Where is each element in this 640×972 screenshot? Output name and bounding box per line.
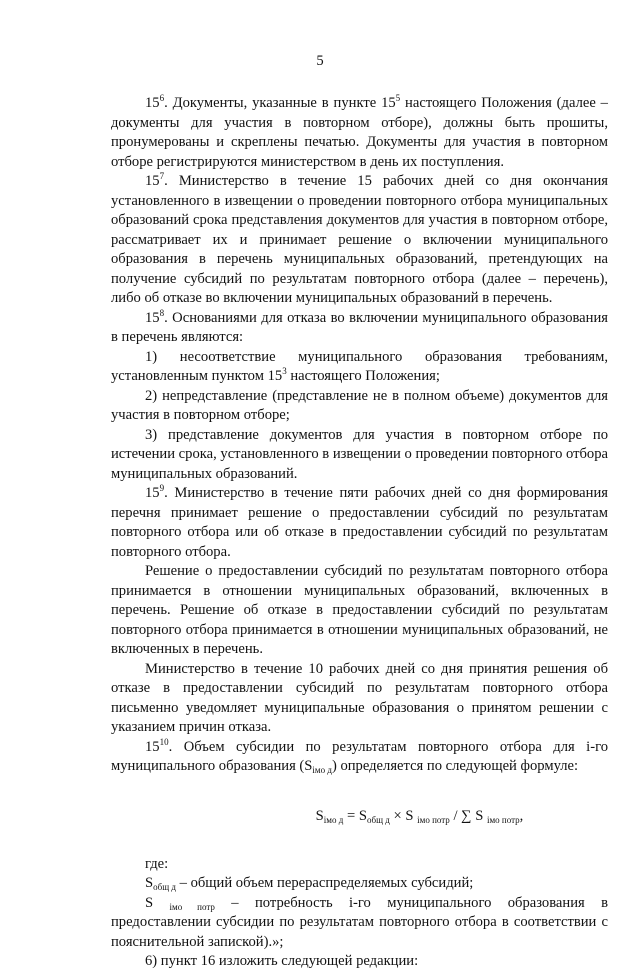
list-item-3: 3) представление документов для участия в повторном отборе по истечении срока, установленного в извещении о проведении повторного отбора муниципальных образований. bbox=[111, 426, 608, 482]
list-item-1: 1) несоответствие муниципального образования требованиям, установленным пунктом $15^3$ настоящего Положения; bbox=[111, 348, 608, 384]
definition-total: $S_{общ д}$ – общий объем перераспределяемых субсидий; bbox=[145, 875, 474, 892]
definition-need: S $_{iмо потр}$ – потребность i-го муниципального образования в предоставлении субсидии по результатам повторного отбора в соответствии с пояснительной запиской).»; bbox=[111, 894, 608, 950]
paragraph-15-10: $15^{10}$. Объем субсидии по результатам повторного отбора для i-го муниципального образования $(S_{iмо д})$ определяется по следующей формуле: bbox=[111, 736, 608, 775]
paragraph-decision: Решение о предоставлении субсидий по результатам повторного отбора принимается в отношении муниципальных образований, включенных в перечень. Решение об отказе в предоставлении субсидий по результатам повторного отбора принимается в отношении муниципальных образований, не включенных в перечень. bbox=[111, 563, 608, 657]
where-label: где: bbox=[145, 855, 169, 872]
paragraph-15-8: $15^8$. Основаниями для отказа во включении муниципального образования в перечень являются: bbox=[111, 307, 608, 345]
list-item-2: 2) непредставление (представление не в полном объеме) документов для участия в повторном отборе; bbox=[111, 387, 608, 423]
paragraph-15-9: $15^9$. Министерство в течение пяти рабочих дней со дня формирования перечня принимает решение о предоставлении субсидий по результатам повторного отбора или об отказе в предоставлении субсидий по результатам повторного отбора. bbox=[111, 483, 608, 560]
subsidy-formula: $S_{iмо д} = S_{общ д} \times S$ $_{iмо потр}$ / ∑ S $_{iмо потр}$, bbox=[315, 807, 524, 825]
page-number: 5 bbox=[316, 53, 324, 69]
paragraph-15-7: $15^7$. Министерство в течение 15 рабочих дней со дня окончания установленного в извещении о проведении повторного отбора муниципальных образований срока представления документов для участия в повторном отборе, рассматривает их и принимает решение о включении муниципального образования в перечень муниципальных образований, претендующих на получение субсидий по результатам повторного отбора (далее – перечень), либо об отказе во включении муниципальных образований в перечень. bbox=[111, 171, 608, 306]
paragraph-15-6: $15^6$. Документы, указанные в пункте $15^5$ настоящего Положения (далее – документы для участия в повторном отборе), должны быть прошиты, пронумерованы и скреплены печатью. Документы для участия в повторном отборе регистрируются министерством в день их поступления. bbox=[111, 93, 608, 170]
document-body bbox=[111, 94, 608, 972]
paragraph-item-6: 6) пункт 16 изложить следующей редакции: bbox=[145, 953, 419, 969]
paragraph-notification: Министерство в течение 10 рабочих дней со дня принятия решения об отказе в предоставлении субсидий по результатам повторного отбора письменно уведомляет муниципальные образования о принятом решении с указанием причин отказа. bbox=[111, 660, 608, 735]
